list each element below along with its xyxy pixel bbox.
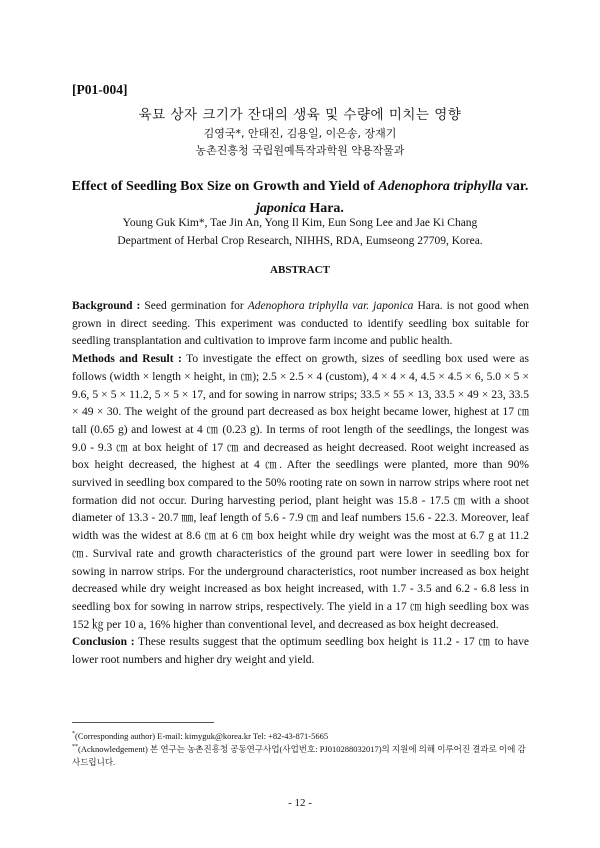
title-variety: japonica bbox=[256, 201, 306, 216]
conclusion-label: Conclusion : bbox=[72, 636, 135, 649]
background-label: Background : bbox=[72, 300, 141, 312]
title-part-2: var. bbox=[502, 179, 529, 194]
background-paragraph bbox=[72, 298, 529, 351]
footnote-1-mark: * bbox=[72, 731, 75, 737]
abstract-body bbox=[72, 298, 529, 670]
footnote-2-mark: ** bbox=[72, 744, 78, 750]
korean-title: 육묘 상자 크기가 잔대의 생육 및 수량에 미치는 영향 bbox=[138, 107, 462, 123]
footnote-divider bbox=[72, 722, 214, 723]
footnote-acknowledgement bbox=[72, 741, 532, 769]
methods-text: To investigate the effect on growth, sizes of seedling box used were as follows (width × length × height, in ㎝); 2.5 × 2.5 × 4 (custom), 4 × 4 × 4, 4.5 × 4.5 × 6, 5.0 × 5 × 9.6, 5 × 5 × 11.2, 5 × 5 × 17, and for sowing in narrow strips; 33.5 × 55 × 13, 33.5 × 49 × 23, 33.5 × 49 × 30. The weight of the ground part decreased as box height became lower, highest at 17 ㎝ tall (0.65 g) and lowest at 4 ㎝ (0.23 g). In terms of root length of the seedlings, the longest was 9.0 - 9.3 ㎝ at box height of 17 ㎝ and decreased as height decreased. Root weight increased as box height decreased, the highest at 4 ㎝. After the seedlings were planted, more than 90% survived in seedling box compared to the 50% rooting rate on sown in narrow strips where root net formation did not occur. During harvesting period, plant height was 15.8 - 17.5 ㎝ with a shoot diameter of 13.3 - 20.7 ㎜, leaf length of 5.6 - 7.9 ㎝ and leaf numbers 15.6 - 22.3. Moreover, leaf width was the widest at 8.6 ㎝ at 6 ㎝ box height while dry weight was the most at 6.7 g at 11.2 ㎝. Survival rate and growth characteristics of the ground part were lower in seedling box for sowing in narrow strips. For the underground characteristics, root number increased as box height decreased while dry weight increased as box height increased, with 1.7 - 3.5 and 6.2 - 6.8 less in seedling box for sowing in narrow strips, respectively. The yield in a 17 ㎝ high seedling box was 152 ㎏ per 10 a, 16% higher than conventional level, and decreased as box height decreased. bbox=[72, 353, 530, 631]
background-text-post: Hara. is not good when grown in direct seeding. This experiment was conducted to identify seedling box suitable for seedling transplantation and cultivation to improve farm income and public health. bbox=[72, 300, 529, 348]
background-species: Adenophora triphylla var. japonica bbox=[247, 300, 414, 312]
title-species: Adenophora triphylla bbox=[378, 179, 503, 194]
korean-affiliation: 농촌진흥청 국립원예특작과학원 약용작물과 bbox=[195, 144, 405, 157]
korean-authors: 김영국*, 안태진, 김용일, 이은송, 장재기 bbox=[203, 127, 397, 140]
footnote-2-text: (Acknowledgement) 본 연구는 농촌진흥청 공동연구사업(사업번호: PJ010288032017)의 지원에 의해 이루어진 결과로 이에 감사드립니다. bbox=[72, 743, 526, 767]
english-title bbox=[60, 176, 540, 220]
title-part-3: Hara. bbox=[305, 201, 344, 216]
footnote-1-text: (Corresponding author) E-mail: kimyguk@korea.kr Tel: +82-43-871-5665 bbox=[75, 730, 329, 741]
methods-paragraph bbox=[72, 351, 529, 634]
title-part-1: Effect of Seedling Box Size on Growth and Yield of bbox=[71, 179, 379, 194]
conclusion-text: These results suggest that the optimum seedling box height is 11.2 - 17 ㎝ to have lower root numbers and higher dry weight and yield. bbox=[72, 636, 529, 667]
abstract-heading: ABSTRACT bbox=[270, 264, 330, 276]
english-authors: Young Guk Kim*, Tae Jin An, Yong Il Kim, Eun Song Lee and Jae Ki Chang bbox=[122, 217, 478, 229]
background-text-pre: Seed germination for bbox=[140, 300, 248, 312]
poster-code: [P01-004] bbox=[72, 82, 128, 97]
page-number: - 12 - bbox=[288, 797, 312, 809]
methods-label: Methods and Result : bbox=[72, 353, 182, 366]
conclusion-paragraph bbox=[72, 634, 529, 669]
english-affiliation: Department of Herbal Crop Research, NIHHS, RDA, Eumseong 27709, Korea. bbox=[117, 235, 483, 247]
